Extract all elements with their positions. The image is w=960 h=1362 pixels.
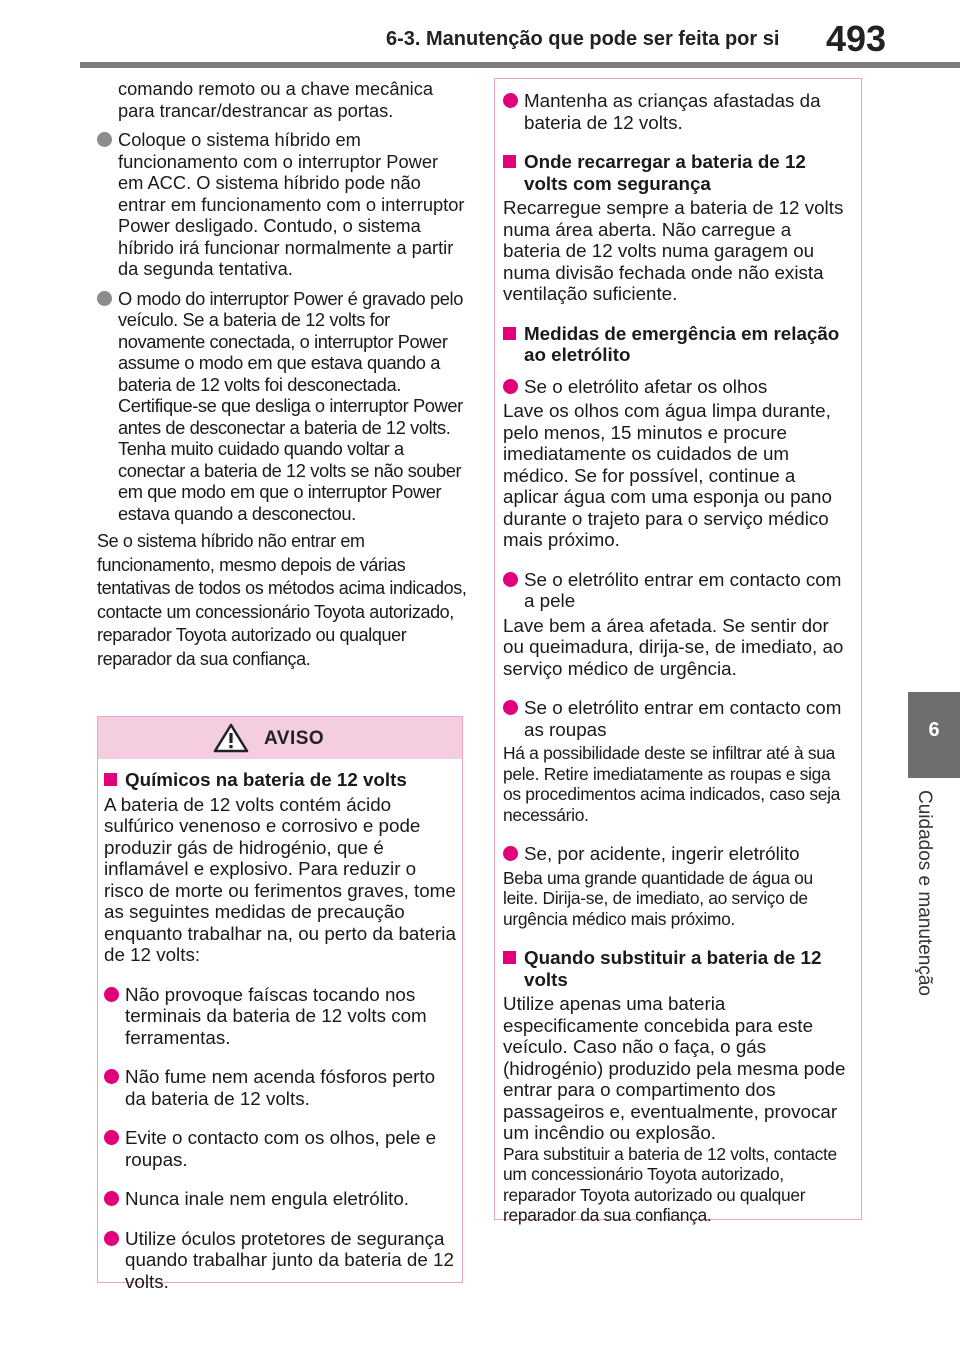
section-heading-text: Quando substituir a bateria de 12 volts: [524, 947, 822, 990]
bullet-dot-icon: [104, 1069, 119, 1084]
section-heading: [503, 151, 851, 194]
section-heading-text: Onde recarregar a bateria de 12 volts com segurança: [524, 151, 806, 194]
warning-intro: A bateria de 12 volts contém ácido sulfúrico venenoso e corrosivo e pode produzir gás de hidrogénio, que é inflamável e explosivo. Para reduzir o risco de morte ou ferimentos graves, tome as seguintes medidas de precaução enquanto trabalhar na, ou perto da bateria de 12 volts:: [104, 793, 456, 965]
warning-item-text: Utilize óculos protetores de segurança quando trabalhar junto da bateria de 12 volts.: [125, 1227, 454, 1292]
subsection-text: Beba uma grande quantidade de água ou leite. Dirija-se, de imediato, ao serviço de urgência médico mais próximo.: [503, 867, 813, 929]
subsection-text: Lave os olhos com água limpa durante, pelo menos, 15 minutos e procure imediatamente os cuidados de um médico. Se for possível, continue a aplicar água com uma esponja ou pano durante o trajeto para o serviço médico mais próximo.: [503, 400, 832, 550]
subsection-text: Lave bem a área afetada. Se sentir dor ou queimadura, dirija-se, de imediato, ao serviço médico de urgência.: [503, 614, 844, 679]
section-text: Para substituir a bateria de 12 volts, contacte um concessionário Toyota autorizado, reparador Toyota autorizado ou qualquer reparador da sua confiança.: [503, 1143, 837, 1225]
chapter-title: Cuidados e manutenção: [914, 790, 935, 996]
section-title: 6-3. Manutenção que pode ser feita por si: [386, 28, 780, 50]
warning-triangle-icon: [213, 723, 249, 753]
chapter-number: 6: [928, 719, 940, 741]
bullet-dot-icon: [503, 93, 518, 108]
warning-body-continued: [503, 90, 851, 1226]
subsection-item: [503, 843, 851, 865]
warning-item: [104, 1127, 456, 1170]
subsection-item: [503, 697, 851, 740]
bullet-dot-icon: [503, 846, 518, 861]
warning-item: [104, 984, 456, 1049]
warning-item: [104, 1188, 456, 1210]
continuation-text: comando remoto ou a chave mecânica para trancar/destrancar as portas.: [118, 78, 434, 121]
left-column: [97, 78, 467, 672]
warning-heading: [104, 769, 456, 791]
warning-item-text: Mantenha as crianças afastadas da bateria de 12 volts.: [524, 90, 821, 133]
list-item: [97, 288, 467, 525]
section-heading: [503, 947, 851, 990]
subsection-item: [503, 569, 851, 612]
bullet-dot-icon: [503, 379, 518, 394]
bullet-dot-icon: [104, 987, 119, 1002]
section-text: Utilize apenas uma bateria especificamente concebida para este veículo. Caso não o faça, o gás (hidrogénio) produzido pela mesma pode entrar para o compartimento dos passageiros e, eventualmente, provocar um incêndio ou explosão.: [503, 993, 846, 1143]
warning-item-text: Não fume nem acenda fósforos perto da bateria de 12 volts.: [125, 1066, 436, 1109]
header-rule: [80, 62, 960, 68]
subsection-title: Se, por acidente, ingerir eletrólito: [524, 843, 800, 864]
section-text: Recarregue sempre a bateria de 12 volts numa área aberta. Não carregue a bateria de 12 volts numa garagem ou numa divisão fechada onde não exista ventilação suficiente.: [503, 197, 844, 304]
bullet-dot-icon: [503, 572, 518, 587]
warning-item-text: Evite o contacto com os olhos, pele e roupas.: [125, 1127, 437, 1170]
body-paragraph: Se o sistema híbrido não entrar em funcionamento, mesmo depois de várias tentativas de todos os métodos acima indicados, contacte um concessionário Toyota autorizado, reparador Toyota autorizado ou qualquer reparador da sua confiança.: [97, 531, 467, 669]
warning-label: AVISO: [264, 728, 325, 749]
warning-box: [97, 716, 463, 1292]
warning-item-text: Não provoque faíscas tocando nos terminais da bateria de 12 volts com ferramentas.: [125, 983, 427, 1048]
bullet-dot-icon: [104, 1231, 119, 1246]
list-item: [97, 129, 467, 280]
list-item-text: Coloque o sistema híbrido em funcionamento com o interruptor Power em ACC. O sistema híbrido pode não entrar em funcionamento com o interruptor Power desligado. Contudo, o sistema híbrido irá funcionar normalmente a partir da segunda tentativa.: [118, 129, 465, 279]
list-item-text: O modo do interruptor Power é gravado pelo veículo. Se a bateria de 12 volts for novamente conectada, o interruptor Power assume o modo em que estava quando a bateria de 12 volts foi desconectada. Certifique-se que desliga o interruptor Power antes de desconectar a bateria de 12 volts. Tenha muito cuidado quando voltar a conectar a bateria de 12 volts se não souber em que modo em que o interruptor Power estava quando a desconectou.: [118, 287, 463, 524]
warning-item-text: Nunca inale nem engula eletrólito.: [125, 1188, 409, 1209]
page-number: 493: [826, 18, 887, 59]
subsection-text: Há a possibilidade deste se infiltrar até à sua pele. Retire imediatamente as roupas e siga os procedimentos acima indicados, caso seja necessário.: [503, 743, 841, 825]
bullet-dot-icon: [503, 700, 518, 715]
warning-box-continued: [494, 78, 862, 1225]
subsection-title: Se o eletrólito entrar em contacto com a pele: [524, 568, 842, 611]
subsection-item: [503, 376, 851, 398]
subsection-title: Se o eletrólito entrar em contacto com as roupas: [524, 697, 842, 740]
square-bullet-icon: [104, 773, 117, 786]
warning-heading-text: Químicos na bateria de 12 volts: [125, 769, 407, 790]
warning-header: [98, 717, 462, 759]
warning-item: [104, 1228, 456, 1293]
square-bullet-icon: [503, 327, 516, 340]
section-heading-text: Medidas de emergência em relação ao eletrólito: [524, 322, 840, 365]
section-heading: [503, 323, 851, 366]
warning-item: [104, 1066, 456, 1109]
square-bullet-icon: [503, 951, 516, 964]
bullet-dot-icon: [97, 291, 112, 306]
chapter-title-wrapper: [913, 790, 955, 1030]
warning-item: [503, 90, 851, 133]
bullet-dot-icon: [104, 1130, 119, 1145]
square-bullet-icon: [503, 155, 516, 168]
bullet-dot-icon: [104, 1191, 119, 1206]
warning-body: [104, 769, 456, 1292]
bullet-dot-icon: [97, 132, 112, 147]
subsection-title: Se o eletrólito afetar os olhos: [524, 375, 768, 397]
